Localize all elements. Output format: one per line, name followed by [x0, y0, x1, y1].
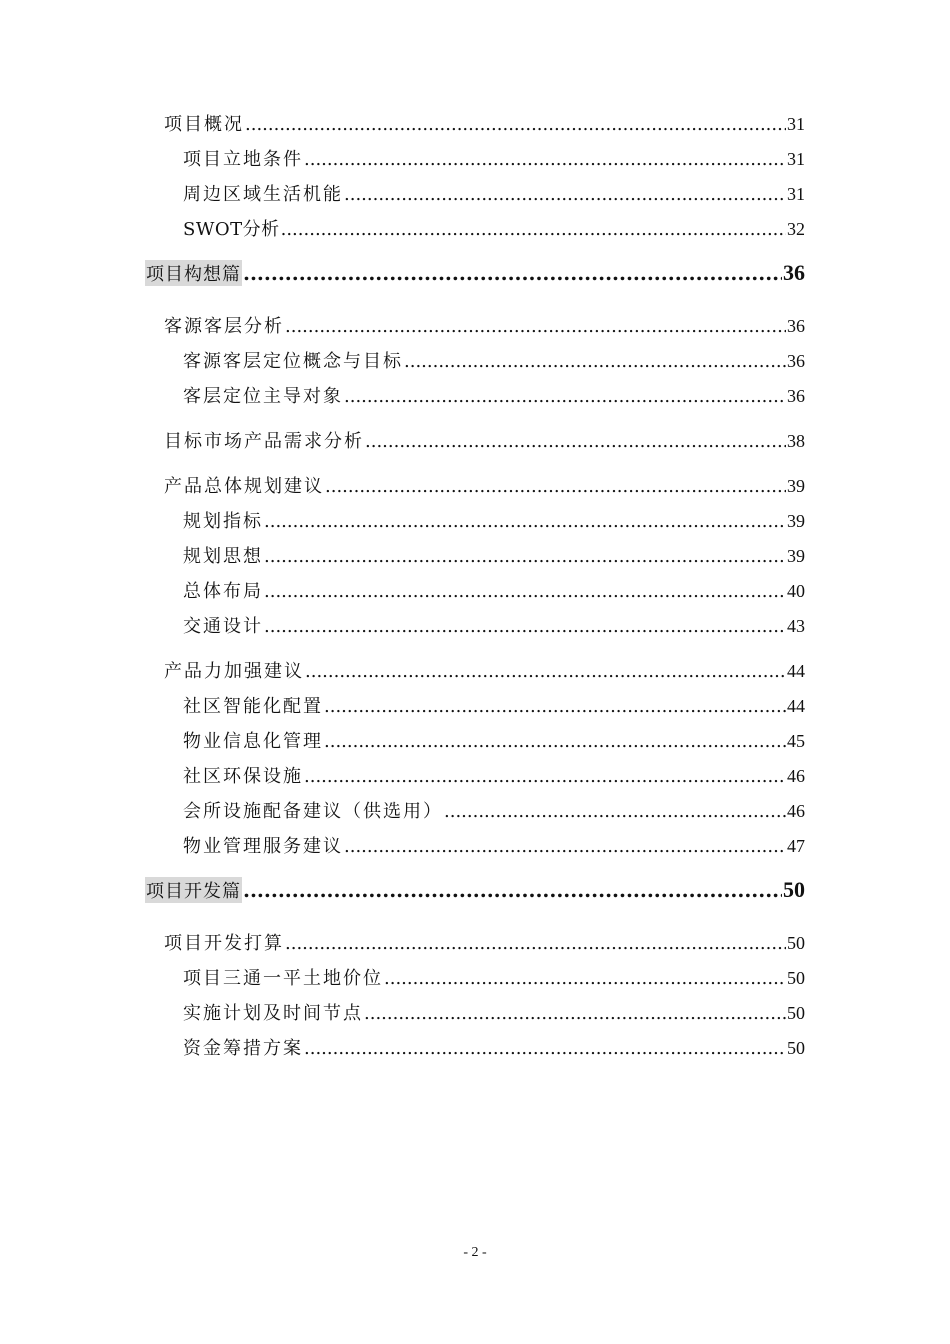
toc-spacer [0, 647, 950, 657]
toc-entry-level-3[interactable] [0, 507, 950, 542]
toc-entry-level-3[interactable] [0, 347, 950, 382]
toc-spacer [0, 417, 950, 427]
toc-leader-dots [285, 316, 786, 337]
toc-entry-level-3[interactable] [0, 382, 950, 417]
toc-entry-page: 36 [783, 260, 805, 285]
toc-entry-page: 50 [783, 877, 805, 902]
toc-leader-dots [365, 431, 786, 452]
toc-entry-page: 31 [787, 184, 805, 204]
toc-leader-dots [243, 261, 782, 285]
toc-entry-title: SWOT分析 [183, 219, 280, 240]
toc-entry-page: 31 [787, 149, 805, 169]
toc-entry-level-3[interactable] [0, 180, 950, 215]
toc-leader-dots [281, 219, 786, 240]
toc-entry-title: 规划指标 [183, 511, 263, 532]
toc-entry-page: 50 [787, 1038, 805, 1058]
toc-entry-title: 总体布局 [183, 581, 263, 602]
toc-entry-title: 客源客层分析 [164, 316, 284, 337]
toc-entry-level-3[interactable] [0, 797, 950, 832]
toc-entry-level-2[interactable] [0, 657, 950, 692]
toc-entry-title: 会所设施配备建议（供选用） [183, 801, 443, 822]
toc-entry-page: 36 [787, 316, 805, 336]
toc-entry-level-2[interactable] [0, 929, 950, 964]
toc-leader-dots [243, 878, 782, 902]
page-number: - 2 - [463, 1245, 487, 1260]
toc-spacer [0, 462, 950, 472]
toc-entry-level-3[interactable] [0, 577, 950, 612]
toc-entry-level-3[interactable] [0, 612, 950, 647]
toc-entry-page: 46 [787, 766, 805, 786]
toc-entry-title: 项目概况 [164, 114, 244, 135]
toc-entry-level-3[interactable] [0, 727, 950, 762]
toc-entry-page: 50 [787, 1003, 805, 1023]
toc-entry-title: 社区智能化配置 [183, 696, 323, 717]
toc-entry-page: 39 [787, 511, 805, 531]
toc-entry-level-3[interactable] [0, 692, 950, 727]
toc-entry-title: 实施计划及时间节点 [183, 1003, 363, 1024]
toc-entry-page: 36 [787, 386, 805, 406]
toc-entry-title: 项目立地条件 [183, 149, 303, 170]
toc-entry-level-3[interactable] [0, 215, 950, 250]
toc-leader-dots [304, 1038, 786, 1059]
toc-entry-level-3[interactable] [0, 1034, 950, 1069]
toc-leader-dots [344, 386, 786, 407]
toc-leader-dots [264, 581, 786, 602]
toc-leader-dots [304, 149, 786, 170]
toc-leader-dots [264, 616, 786, 637]
toc-entry-page: 50 [787, 933, 805, 953]
toc-entry-page: 31 [787, 114, 805, 134]
toc-entry-page: 44 [787, 696, 805, 716]
toc-leader-dots [444, 801, 786, 822]
toc-entry-page: 36 [787, 351, 805, 371]
toc-entry-title: 项目构想篇 [145, 260, 242, 286]
toc-entry-page: 46 [787, 801, 805, 821]
toc-entry-page: 40 [787, 581, 805, 601]
toc-leader-dots [245, 114, 786, 135]
toc-entry-level-2[interactable] [0, 427, 950, 462]
toc-entry-title: 项目三通一平土地价位 [183, 968, 383, 989]
toc-entry-level-1[interactable] [0, 877, 950, 913]
toc-entry-page: 38 [787, 431, 805, 451]
toc-entry-title: 客源客层定位概念与目标 [183, 351, 403, 372]
toc-entry-level-3[interactable] [0, 542, 950, 577]
toc-entry-page: 44 [787, 661, 805, 681]
toc-leader-dots [344, 184, 786, 205]
toc-entry-level-3[interactable] [0, 999, 950, 1034]
toc-entry-level-1[interactable] [0, 260, 950, 296]
toc-leader-dots [324, 696, 786, 717]
toc-entry-title: 社区环保设施 [183, 766, 303, 787]
toc-leader-dots [264, 546, 786, 567]
toc-leader-dots [305, 661, 786, 682]
toc-entry-title: 产品总体规划建议 [164, 476, 324, 497]
toc-leader-dots [384, 968, 786, 989]
toc-leader-dots [324, 731, 786, 752]
toc-entry-level-3[interactable] [0, 964, 950, 999]
toc-entry-page: 47 [787, 836, 805, 856]
toc-leader-dots [344, 836, 786, 857]
toc-leader-dots [264, 511, 786, 532]
toc-entry-title: 项目开发篇 [145, 877, 242, 903]
toc-entry-title: 客层定位主导对象 [183, 386, 343, 407]
toc-entry-level-2[interactable] [0, 312, 950, 347]
toc-entry-level-3[interactable] [0, 832, 950, 867]
toc-leader-dots [304, 766, 786, 787]
toc-entry-page: 39 [787, 546, 805, 566]
toc-entry-title: 资金筹措方案 [183, 1038, 303, 1059]
toc-entry-page: 45 [787, 731, 805, 751]
toc-entry-level-2[interactable] [0, 110, 950, 145]
toc-entry-title: 目标市场产品需求分析 [164, 431, 364, 452]
toc-entry-title: 物业信息化管理 [183, 731, 323, 752]
toc-entry-page: 39 [787, 476, 805, 496]
toc-entry-page: 50 [787, 968, 805, 988]
toc-entry-level-3[interactable] [0, 762, 950, 797]
toc-leader-dots [285, 933, 786, 954]
toc-leader-dots [364, 1003, 786, 1024]
toc-entry-title: 交通设计 [183, 616, 263, 637]
toc-entry-page: 43 [787, 616, 805, 636]
toc-entry-title: 周边区域生活机能 [183, 184, 343, 205]
toc-leader-dots [325, 476, 786, 497]
toc-leader-dots [404, 351, 786, 372]
toc-entry-level-3[interactable] [0, 145, 950, 180]
toc-entry-title: 物业管理服务建议 [183, 836, 343, 857]
table-of-contents [0, 110, 950, 1069]
toc-entry-title: 项目开发打算 [164, 933, 284, 954]
toc-entry-page: 32 [787, 219, 805, 239]
toc-entry-title: 规划思想 [183, 546, 263, 567]
toc-entry-title: 产品力加强建议 [164, 661, 304, 682]
toc-entry-level-2[interactable] [0, 472, 950, 507]
